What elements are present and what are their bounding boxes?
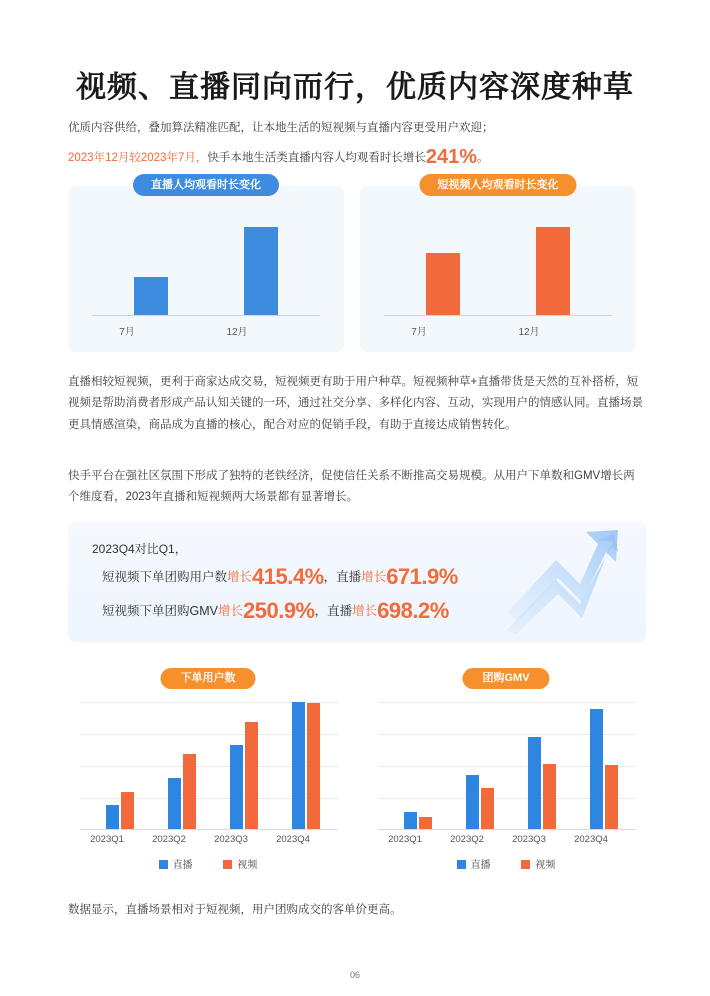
chart-title-order-users: 下单用户数 (161, 668, 256, 689)
bar-sv-jul (426, 253, 460, 315)
stat-row-users (102, 564, 458, 590)
mini-plot-shortvideo (384, 214, 612, 316)
legend-item-live (457, 856, 491, 871)
stat-row2-grow2: 增长 (352, 604, 378, 618)
xtick-gmv-1: 2023Q2 (450, 834, 484, 845)
xtick-gmv-2: 2023Q3 (512, 834, 546, 845)
intro-line-2-suffix: 。 (477, 152, 489, 165)
intro-paragraph (68, 118, 648, 176)
bar-video-q4 (307, 703, 320, 829)
intro-line-2-mid: 快手本地生活类直播内容人均观看时长增长 (207, 152, 426, 165)
body-paragraph-3: 快手平台在强社区氛围下形成了独特的老铁经济，促使信任关系不断推高交易规模。从用户下单数和GMV增长两个维度看，2023年直播和短视频两大场景都有显著增长。 (68, 470, 635, 504)
chart-title-groupbuy-gmv: 团购GMV (462, 668, 549, 689)
legend-groupbuy-gmv (366, 856, 646, 871)
plot-groupbuy-gmv (378, 702, 636, 830)
bar-live-q3 (230, 745, 243, 829)
bar-live-jul (134, 277, 168, 315)
stat-row1-value2: 671.9% (386, 564, 458, 589)
xtick-users-2: 2023Q3 (214, 834, 248, 845)
growth-highlight-box (68, 522, 646, 642)
plot-order-users (80, 702, 338, 830)
chart-card-live-watchtime (68, 179, 344, 352)
chart-card-shortvideo-watchtime (360, 179, 636, 352)
bar-video-q1 (121, 792, 134, 829)
bar-live-q2 (168, 778, 181, 829)
xtick-users-3: 2023Q4 (276, 834, 310, 845)
axis-line (92, 315, 320, 316)
mini-plot-live (92, 214, 320, 316)
legend-label-live: 直播 (172, 860, 193, 871)
legend-label-live: 直播 (470, 860, 491, 871)
axis-line (80, 829, 338, 830)
body-paragraph-4: 数据显示，直播场景相对于短视频，用户团购成交的客单价更高。 (68, 904, 402, 916)
stat-row2-value2: 698.2% (377, 598, 449, 623)
intro-date-range: 2023年12月较2023年7月， (68, 152, 208, 165)
legend-item-video (521, 856, 555, 871)
bar-live-q4 (590, 709, 603, 829)
stat-row2-label: 短视频下单团购GMV (102, 604, 218, 618)
bar-live-dec (244, 227, 278, 315)
legend-swatch-video (223, 860, 232, 869)
bar-video-q1 (419, 817, 432, 829)
bar-live-q1 (106, 805, 119, 829)
chart-card-order-users (68, 660, 348, 880)
stat-row1-grow2: 增长 (361, 570, 387, 584)
bar-live-q4 (292, 702, 305, 829)
intro-line-2 (68, 139, 648, 176)
page-number: 06 (349, 970, 360, 980)
legend-swatch-live (457, 860, 466, 869)
chart-title-shortvideo-watchtime: 短视频人均观看时长变化 (420, 174, 577, 196)
legend-swatch-video (521, 860, 530, 869)
stat-row1-grow: 增长 (227, 570, 253, 584)
legend-label-video: 视频 (535, 860, 556, 871)
legend-order-users (68, 856, 348, 871)
xtick-users-0: 2023Q1 (90, 834, 124, 845)
legend-label-video: 视频 (237, 860, 258, 871)
stat-row1-value: 415.4% (252, 564, 324, 589)
stat-row1-sep: ，直播 (323, 570, 362, 584)
legend-item-video (223, 856, 257, 871)
bar-live-q2 (466, 775, 479, 829)
xtick-gmv-3: 2023Q4 (574, 834, 608, 845)
stat-row-gmv (102, 598, 449, 624)
xtick-live-1: 12月 (226, 327, 248, 338)
stat-row2-value: 250.9% (243, 598, 315, 623)
gridline (378, 702, 636, 703)
xtick-gmv-0: 2023Q1 (388, 834, 422, 845)
page-title: 视频、直播同向而行，优质内容深度种草 (76, 71, 634, 105)
xtick-users-1: 2023Q2 (152, 834, 186, 845)
xtick-live-0: 7月 (119, 327, 135, 338)
bar-video-q4 (605, 765, 618, 829)
axis-line (384, 315, 612, 316)
bar-sv-dec (536, 227, 570, 315)
body-paragraph-2: 直播相较短视频，更利于商家达成交易，短视频更有助于用户种草。短视频种草+直播带货是天然的互补搭桥，短视频是帮助消费者形成产品认知关键的一环，通过社交分享、多样化内容、互动，实现用户的情感认同。直播场景更具情感渲染，商品成为直播的核心，配合对应的促销手段，有助于直接达成销售转化。 (68, 376, 643, 431)
chart-card-groupbuy-gmv (366, 660, 646, 880)
intro-growth-number: 241% (425, 146, 478, 169)
bar-video-q3 (543, 764, 556, 829)
xtick-sv-1: 12月 (518, 327, 540, 338)
axis-line (378, 829, 636, 830)
bar-video-q2 (481, 788, 494, 829)
xtick-sv-0: 7月 (411, 327, 427, 338)
stat-heading: 2023Q4对比Q1， (92, 542, 187, 556)
chart-title-live-watchtime: 直播人均观看时长变化 (133, 174, 279, 196)
growth-arrow-icon (502, 526, 622, 636)
legend-swatch-live (159, 860, 168, 869)
bar-live-q1 (404, 812, 417, 829)
bar-video-q2 (183, 754, 196, 829)
bar-live-q3 (528, 737, 541, 829)
stat-row1-label: 短视频下单团购用户数 (102, 570, 228, 584)
bar-video-q3 (245, 722, 258, 829)
legend-item-live (159, 856, 193, 871)
stat-row2-grow: 增长 (217, 604, 243, 618)
stat-row2-sep: ，直播 (314, 604, 353, 618)
intro-line-1: 优质内容供给，叠加算法精准匹配，让本地生活的短视频与直播内容更受用户欢迎； (68, 122, 494, 134)
